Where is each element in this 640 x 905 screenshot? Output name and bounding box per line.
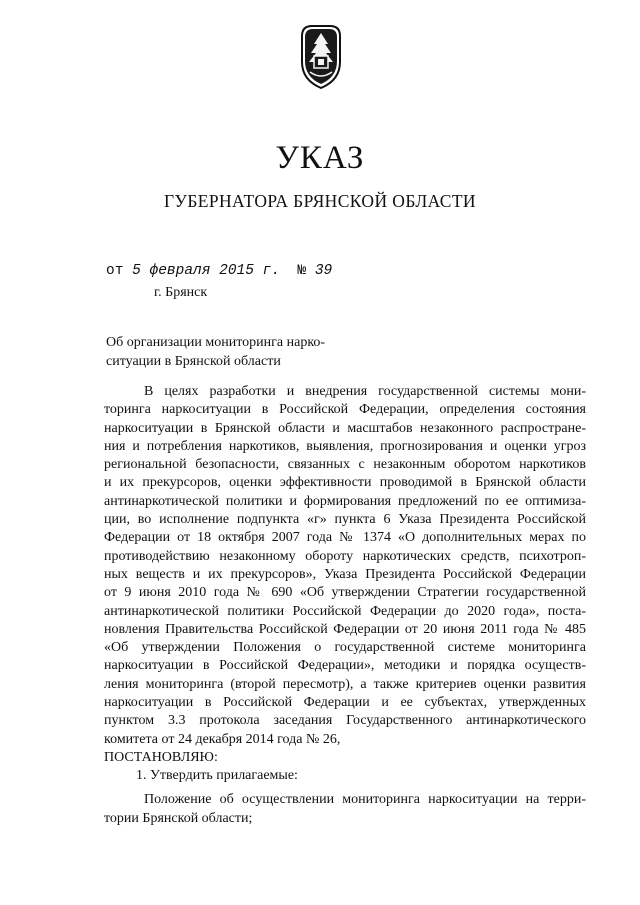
date-prefix: от	[106, 263, 124, 279]
preamble-line: пунктом 3.3 протокола заседания Государственного антинаркотического	[104, 713, 586, 729]
decree-date: 5 февраля 2015 г.	[132, 263, 281, 279]
list-item-line: Положение об осуществлении мониторинга наркоситуации на терри-	[144, 792, 586, 807]
preamble-line: комитета от 24 декабря 2014 года № 26,	[104, 731, 341, 747]
preamble-line: наркоситуации в Российской Федерации и ее субъектах, утвержденных	[104, 695, 586, 711]
document-title: УКАЗ	[275, 140, 365, 176]
preamble-line: ления мониторинга (второй пересмотр), а также критериев оценки развития	[104, 676, 586, 692]
decree-subject	[106, 333, 366, 371]
coat-of-arms-icon	[298, 22, 344, 90]
preamble-line: антинаркотической политики Российской Федерации до 2020 года», поста-	[104, 603, 586, 619]
preamble-line: «Об утверждении Положения о государственной системе мониторинга	[104, 640, 586, 656]
approved-documents-list	[104, 790, 586, 828]
decree-dateline	[106, 263, 332, 279]
resolution-word: ПОСТАНОВЛЯЮ:	[104, 749, 218, 765]
preamble-line: региональной безопасности, связанных с незаконным оборотом наркотиков	[104, 457, 586, 473]
preamble-line: Федерации от 18 октября 2007 года № 1374 «О дополнительных мерах по	[104, 530, 586, 546]
preamble-line: ции, во исполнение подпункта «г» пункта 6 Указа Президента Российской	[104, 512, 586, 528]
preamble-line: новления Правительства Российской Федерации от 20 июня 2011 года № 485	[104, 621, 586, 637]
list-item-line: тории Брянской области;	[104, 811, 253, 826]
decree-city: г. Брянск	[154, 285, 208, 300]
number-label: №	[297, 263, 307, 279]
preamble-line: наркоситуации в Российской Федерации», методики и порядка осуществ-	[104, 658, 586, 674]
decree-number: 39	[314, 263, 333, 279]
decree-preamble	[104, 383, 586, 767]
preamble-line: антинаркотической политики и формирования предложений по ее оптимиза-	[104, 493, 586, 509]
subject-line: ситуации в Брянской области	[106, 354, 281, 369]
preamble-line: и их прекурсоров, оценки эффективности проводимой в Брянской области	[104, 475, 586, 491]
preamble-line: В целях разработки и внедрения государственной системы мони-	[144, 384, 586, 399]
preamble-line: от 9 июня 2010 года № 690 «Об утверждении Стратегии государственной	[104, 585, 586, 601]
preamble-line: противодействию незаконному обороту наркотических средств, психотроп-	[104, 548, 586, 564]
preamble-line: ния и потребления наркотиков, выявления, прогнозирования и оценки угроз	[104, 438, 586, 454]
preamble-line: ных веществ и их прекурсоров», Указа Президента Российской Федерации	[104, 566, 586, 582]
preamble-line: наркоситуации в Брянской области и масштабов незаконного распростране-	[104, 420, 586, 436]
document-subtitle: ГУБЕРНАТОРА БРЯНСКОЙ ОБЛАСТИ	[164, 191, 476, 211]
decree-item-1: 1. Утвердить прилагаемые:	[136, 768, 298, 783]
preamble-line: торинга наркоситуации в Российской Федерации, определения состояния	[104, 402, 586, 418]
subject-line: Об организации мониторинга нарко-	[106, 335, 326, 350]
